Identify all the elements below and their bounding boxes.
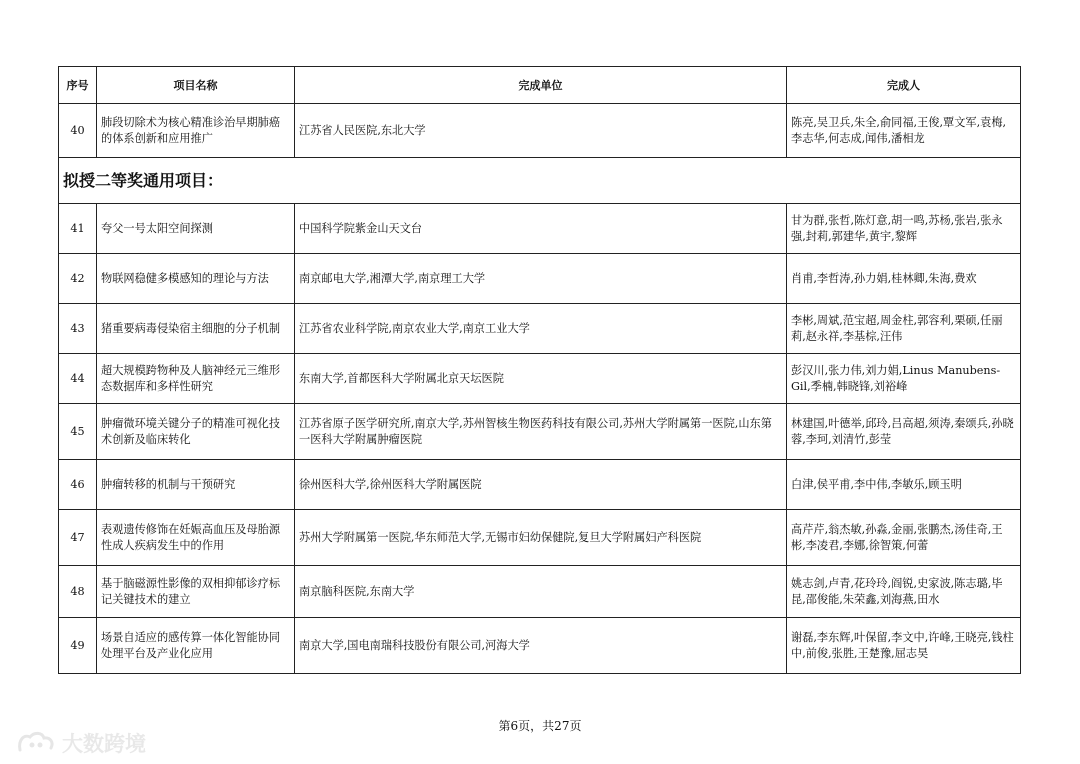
header-project-name: 项目名称	[97, 67, 295, 104]
table-row	[59, 404, 1021, 460]
row-unit: 徐州医科大学,徐州医科大学附属医院	[295, 460, 787, 510]
table-row	[59, 104, 1021, 158]
row-people: 高芹芹,翁杰敏,孙淼,金丽,张鹏杰,汤佳奇,王彬,李凌君,李娜,徐智策,何蕾	[787, 510, 1021, 566]
row-people: 陈亮,吴卫兵,朱全,俞同福,王俊,覃文军,袁梅,李志华,何志成,闻伟,潘相龙	[787, 104, 1021, 158]
row-num: 41	[59, 204, 97, 254]
row-people: 彭汉川,张力伟,刘力娟,Linus Manubens-Gil,季楠,韩晓锋,刘裕峰	[787, 354, 1021, 404]
row-project-name: 肿瘤转移的机制与干预研究	[97, 460, 295, 510]
row-num: 40	[59, 104, 97, 158]
row-num: 45	[59, 404, 97, 460]
row-num: 42	[59, 254, 97, 304]
row-unit: 南京大学,国电南瑞科技股份有限公司,河海大学	[295, 618, 787, 674]
row-project-name: 基于脑磁源性影像的双相抑郁诊疗标记关键技术的建立	[97, 566, 295, 618]
row-people: 白津,侯平甫,李中伟,李敏乐,顾玉明	[787, 460, 1021, 510]
row-unit: 中国科学院紫金山天文台	[295, 204, 787, 254]
row-project-name: 表观遗传修饰在妊娠高血压及母胎源性成人疾病发生中的作用	[97, 510, 295, 566]
row-people: 李彬,周斌,范宝超,周金柱,郭容利,栗硕,任丽莉,赵永祥,李基棕,汪伟	[787, 304, 1021, 354]
row-num: 43	[59, 304, 97, 354]
row-people: 肖甫,李哲涛,孙力娟,桂林卿,朱海,费欢	[787, 254, 1021, 304]
row-unit: 东南大学,首都医科大学附属北京天坛医院	[295, 354, 787, 404]
row-unit: 苏州大学附属第一医院,华东师范大学,无锡市妇幼保健院,复旦大学附属妇产科医院	[295, 510, 787, 566]
section-title: 拟授二等奖通用项目：	[59, 158, 1021, 204]
table-row	[59, 460, 1021, 510]
row-unit: 江苏省农业科学院,南京农业大学,南京工业大学	[295, 304, 787, 354]
row-unit: 南京邮电大学,湘潭大学,南京理工大学	[295, 254, 787, 304]
logo-mark-icon	[16, 730, 56, 756]
row-project-name: 场景自适应的感传算一体化智能协同处理平台及产业化应用	[97, 618, 295, 674]
table-row	[59, 566, 1021, 618]
row-people: 谢磊,李东辉,叶保留,李文中,许峰,王晓亮,钱柱中,前俊,张胜,王楚豫,屈志昊	[787, 618, 1021, 674]
row-num: 48	[59, 566, 97, 618]
page-footer: 第6页，共27页	[498, 719, 582, 733]
table-header-row	[59, 67, 1021, 104]
row-num: 47	[59, 510, 97, 566]
row-num: 49	[59, 618, 97, 674]
section-row	[59, 158, 1021, 204]
watermark	[16, 728, 146, 758]
row-project-name: 猪重要病毒侵染宿主细胞的分子机制	[97, 304, 295, 354]
header-unit: 完成单位	[295, 67, 787, 104]
row-people: 林建国,叶德举,邱玲,吕高超,须涛,秦颂兵,孙晓蓉,李珂,刘清竹,彭莹	[787, 404, 1021, 460]
table-row	[59, 304, 1021, 354]
row-num: 44	[59, 354, 97, 404]
row-num: 46	[59, 460, 97, 510]
row-people: 甘为群,张哲,陈灯意,胡一鸣,苏杨,张岩,张永强,封莉,郭建华,黄宇,黎辉	[787, 204, 1021, 254]
table-row	[59, 354, 1021, 404]
table-row	[59, 618, 1021, 674]
header-num: 序号	[59, 67, 97, 104]
row-unit: 南京脑科医院,东南大学	[295, 566, 787, 618]
row-project-name: 物联网稳健多模感知的理论与方法	[97, 254, 295, 304]
watermark-text: 大数跨境	[62, 732, 146, 756]
row-project-name: 超大规模跨物种及人脑神经元三维形态数据库和多样性研究	[97, 354, 295, 404]
awards-table	[58, 66, 1021, 674]
table-row	[59, 254, 1021, 304]
row-project-name: 肺段切除术为核心精准诊治早期肺癌的体系创新和应用推广	[97, 104, 295, 158]
table-row	[59, 510, 1021, 566]
row-project-name: 夸父一号太阳空间探测	[97, 204, 295, 254]
row-project-name: 肿瘤微环境关键分子的精准可视化技术创新及临床转化	[97, 404, 295, 460]
row-people: 姚志剑,卢青,花玲玲,阎锐,史家波,陈志璐,毕昆,邵俊能,朱荣鑫,刘海燕,田水	[787, 566, 1021, 618]
row-unit: 江苏省原子医学研究所,南京大学,苏州智核生物医药科技有限公司,苏州大学附属第一医院,山东第一医科大学附属肿瘤医院	[295, 404, 787, 460]
row-unit: 江苏省人民医院,东北大学	[295, 104, 787, 158]
table-row	[59, 204, 1021, 254]
header-people: 完成人	[787, 67, 1021, 104]
